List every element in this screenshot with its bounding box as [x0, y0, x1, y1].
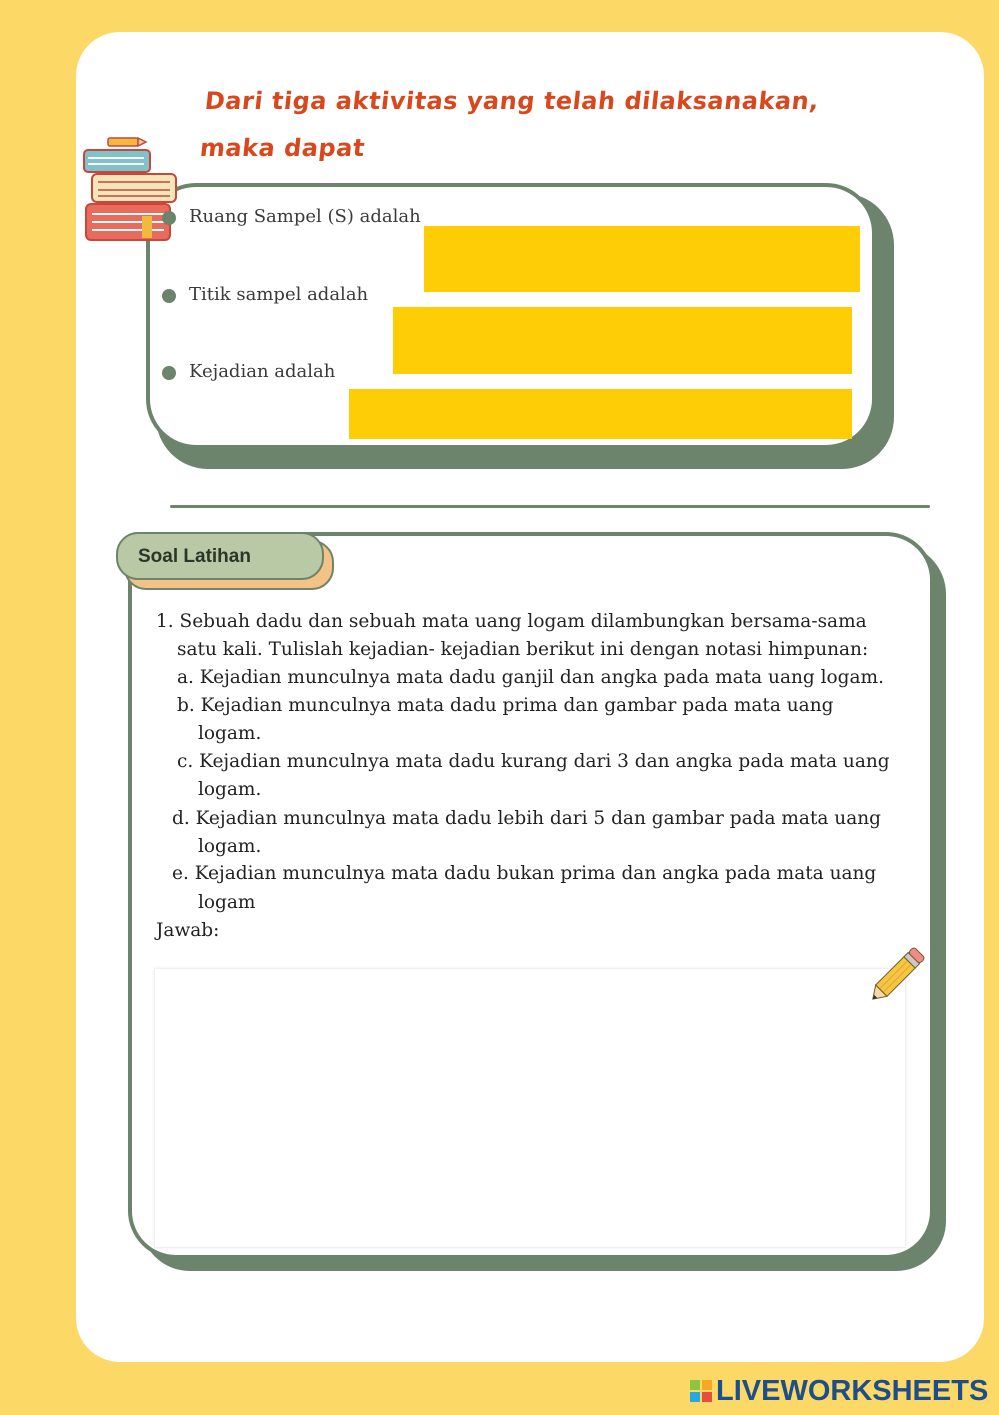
books-stack-icon [78, 136, 182, 248]
liveworksheets-logo-icon [690, 1380, 712, 1402]
heading-line-1: Dari tiga aktivitas yang telah dilaksanakan, maka dapat [198, 87, 821, 162]
question-item-e: e. Kejadian munculnya mata dadu bukan prima dan angka pada mata uang [172, 863, 877, 884]
answer-textarea[interactable] [154, 968, 906, 1248]
jawab-label: Jawab: [156, 920, 220, 941]
question-line: 1. Sebuah dadu dan sebuah mata uang logam dilambungkan bersama-sama [156, 611, 867, 632]
bullet-dot [162, 211, 176, 225]
brand-name: LIVEWORKSHEETS [716, 1374, 989, 1407]
pencil-icon [866, 940, 932, 1006]
question-line: logam. [198, 836, 262, 857]
question-item-b: b. Kejadian munculnya mata dadu prima dan gambar pada mata uang [177, 695, 834, 716]
question-item-c: c. Kejadian munculnya mata dadu kurang dari 3 dan angka pada mata uang [177, 751, 890, 772]
section-divider [170, 505, 930, 508]
question-item-d: d. Kejadian munculnya mata dadu lebih dari 5 dan gambar pada mata uang [172, 808, 881, 829]
answer-box-titik-sampel[interactable] [393, 307, 852, 374]
question-item-a: a. Kejadian munculnya mata dadu ganjil dan angka pada mata uang logam. [177, 667, 884, 688]
summary-label-ruang-sampel: Ruang Sampel (S) adalah [189, 206, 421, 227]
answer-box-kejadian[interactable] [349, 389, 852, 439]
question-line: logam. [198, 723, 262, 744]
liveworksheets-brand [690, 1374, 988, 1408]
question-line: logam [198, 892, 256, 913]
bullet-dot [162, 366, 176, 380]
exercise-tab-title: Soal Latihan [116, 532, 324, 580]
bullet-dot [162, 289, 176, 303]
question-line: logam. [198, 779, 262, 800]
summary-label-kejadian: Kejadian adalah [189, 361, 336, 382]
summary-label-titik-sampel: Titik sampel adalah [189, 284, 369, 305]
question-line: satu kali. Tulislah kejadian- kejadian berikut ini dengan notasi himpunan: [177, 639, 869, 660]
answer-box-ruang-sampel[interactable] [424, 226, 860, 292]
